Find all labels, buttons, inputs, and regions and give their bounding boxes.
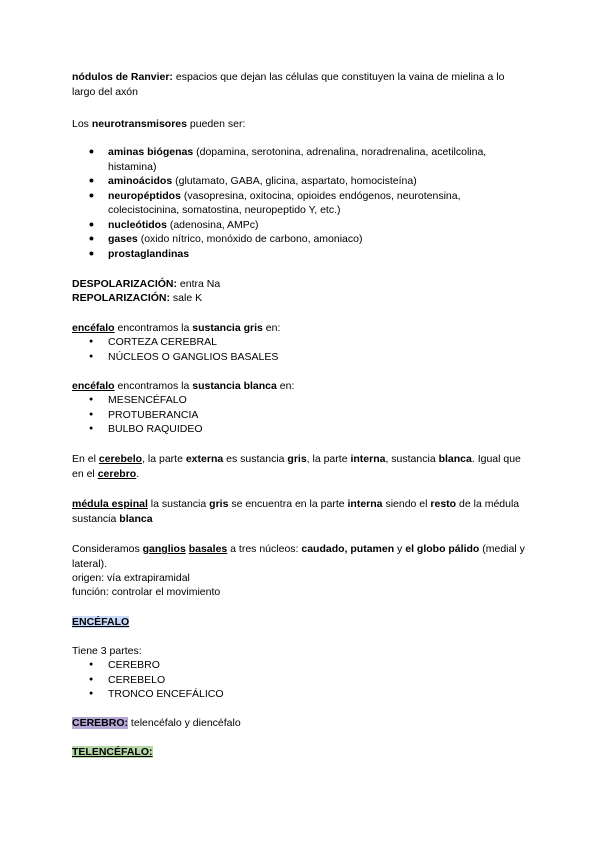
bold-term: resto	[430, 498, 457, 510]
bold-term: blanca	[438, 453, 472, 465]
list-item: ● MESENCÉFALO	[72, 393, 512, 408]
intro-text: en:	[262, 322, 281, 334]
neurotransmitters-list	[72, 145, 512, 261]
list-item: ● TRONCO ENCEFÁLICO	[72, 687, 512, 702]
item-detail: (glutamato, GABA, glicina, aspartato, homocisteína)	[172, 175, 417, 187]
text: siendo el	[382, 498, 431, 510]
item-term: aminoácidos	[108, 175, 173, 187]
ranvier-paragraph	[72, 70, 530, 99]
list-item	[72, 218, 512, 233]
parts-intro: Tiene 3 partes:	[72, 645, 142, 657]
list-item: ● NÚCLEOS O GANGLIOS BASALES	[72, 350, 512, 365]
telencefalo-heading-line	[72, 745, 530, 760]
cerebellum-paragraph	[72, 452, 530, 481]
list-item: ● PROTUBERANCIA	[72, 408, 512, 423]
list-item	[72, 232, 512, 247]
telencefalo-heading: TELENCÉFALO:	[72, 746, 153, 758]
basales-term: basales	[188, 543, 228, 555]
text: .	[136, 467, 140, 480]
intro-text: encontramos la	[114, 380, 193, 392]
item-detail: (dopamina, serotonina, adrenalina, noradrenalina, acetilcolina, histamina)	[108, 146, 487, 173]
bold-term: interna	[350, 453, 386, 465]
encefalo-heading-line	[72, 615, 530, 630]
bold-term: externa	[185, 453, 224, 465]
spinal-cord-paragraph	[72, 497, 530, 526]
list-item: ● CORTEZA CEREBRAL	[72, 335, 512, 350]
basal-ganglia-paragraph	[72, 542, 530, 571]
gray-matter-list	[72, 335, 512, 364]
intro-text: pueden ser:	[186, 118, 246, 130]
list-item: ● CEREBELO	[72, 673, 512, 688]
bold-term: blanca	[119, 512, 153, 525]
cerebro-text: telencéfalo y diencéfalo	[128, 717, 241, 729]
item-detail: (oxido nítrico, monóxido de carbono, amoniaco)	[137, 233, 363, 245]
origin-line: origen: vía extrapiramidal	[72, 572, 190, 584]
list-item: ● CEREBRO	[72, 658, 512, 673]
list-item: ● BULBO RAQUIDEO	[72, 422, 512, 437]
ganglios-term: ganglios	[142, 543, 186, 555]
text: En el	[72, 453, 99, 465]
medula-term: médula espinal	[72, 498, 148, 510]
text: se encuentra en la parte	[228, 498, 348, 510]
item-detail: (adenosina, AMPc)	[166, 218, 259, 231]
text: de la médula sustancia	[72, 498, 520, 525]
item-detail: (vasopresina, oxitocina, opioides endógenos, neurotensina, colecistocinina, somatostina, neuropeptido Y, etc.)	[108, 189, 461, 216]
white-matter-intro	[72, 379, 530, 394]
depolarization-term: DESPOLARIZACIÓN:	[72, 278, 177, 290]
list-item	[72, 189, 512, 218]
text: (medial y lateral).	[72, 543, 525, 570]
list-item	[72, 145, 512, 174]
gray-matter-term: sustancia gris	[192, 322, 263, 334]
bold-term: interna	[347, 498, 383, 510]
repolarization-term: REPOLARIZACIÓN:	[72, 292, 170, 304]
text: . Igual que en el	[72, 453, 521, 480]
intro-text: en:	[276, 380, 295, 392]
cerebelo-term: cerebelo	[98, 453, 143, 465]
ranvier-definition: espacios que dejan las células que constituyen la vaina de mielina a lo largo del axón	[72, 71, 505, 98]
function-line: función: controlar el movimiento	[72, 586, 221, 598]
intro-term: neurotransmisores	[91, 118, 187, 130]
item-term: aminas biógenas	[108, 146, 194, 158]
text: la sustancia	[147, 498, 210, 510]
bold-term: caudado, putamen	[301, 543, 395, 555]
item-term: prostaglandinas	[108, 247, 190, 260]
repolarization-line	[72, 291, 530, 306]
repolarization-text: sale K	[170, 292, 203, 304]
item-term: nucleótidos	[108, 218, 167, 231]
text: Consideramos	[72, 543, 143, 555]
white-matter-term: sustancia blanca	[192, 380, 277, 392]
item-term: neuropéptidos	[108, 189, 181, 202]
neurotransmitters-intro	[72, 117, 530, 132]
gray-matter-intro	[72, 321, 530, 336]
intro-text: Los	[72, 118, 92, 130]
cerebro-term: cerebro	[97, 467, 137, 480]
bold-term: gris	[287, 453, 307, 465]
list-item	[72, 247, 512, 262]
bold-term: el globo pálido	[405, 543, 480, 555]
ranvier-term: nódulos de Ranvier:	[72, 71, 173, 83]
text: , sustancia	[385, 453, 439, 465]
encefalo-link-text: encéfalo	[72, 380, 115, 392]
bold-term: gris	[209, 498, 229, 510]
depolarization-text: entra Na	[177, 278, 221, 290]
cerebro-line	[72, 716, 530, 731]
parts-list	[72, 658, 512, 702]
white-matter-list	[72, 393, 512, 437]
text: a tres núcleos:	[227, 543, 302, 555]
text: es sustancia	[223, 453, 288, 465]
cerebro-heading: CEREBRO:	[72, 717, 129, 729]
text: , la parte	[142, 453, 186, 465]
encefalo-heading: ENCÉFALO	[72, 616, 130, 628]
list-item	[72, 174, 512, 189]
depolarization-line	[72, 277, 530, 292]
text: , la parte	[306, 453, 351, 465]
text: y	[394, 543, 406, 555]
encefalo-link-text: encéfalo	[72, 322, 115, 334]
intro-text: encontramos la	[114, 322, 193, 334]
item-term: gases	[108, 233, 138, 245]
